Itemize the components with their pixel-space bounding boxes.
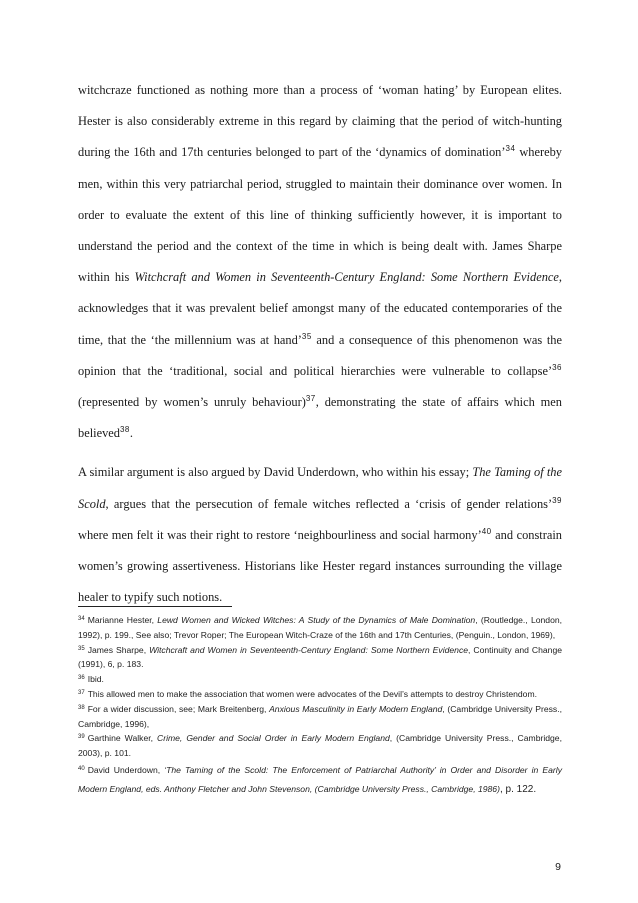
footnote-ref-34[interactable]: 34 [505,144,516,154]
footnote-ref-39[interactable]: 39 [552,495,562,505]
footnote-number: 34 [78,616,85,622]
paragraph-2 [78,457,562,613]
footnote-ref-37[interactable]: 37 [305,394,316,404]
footnote-number: 35 [78,645,85,652]
footnote-ref-36[interactable]: 36 [552,362,562,372]
text-run: where men felt it was their right to restore ‘neighbourliness and social harmony’ [78,527,482,542]
footnote-number: 37 [78,689,85,696]
footnote-text: , Continuity and Change (1991), 6, p. 183. [78,644,563,670]
footnote-ref-40[interactable]: 40 [481,526,492,536]
footnote-number: 39 [78,734,85,741]
footnote-text: , (Cambridge University Press., Cambridge, 1996), [78,703,562,729]
book-title: Witchcraft and Women in Seventeenth-Century England: Some Northern Evidence [134,270,559,285]
footnote-text: Marianne Hester, [87,615,158,625]
footnote-title: ‘The Taming of the Scold: The Enforcement of Patriarchal Authority’ in Order and Disorder in Early Modern England, eds. Anthony Fletcher and John Stevenson, (Cambridge University Press., Cambridge, 1986) [78,764,562,794]
footnote-37 [78,687,562,702]
footnote-text: , (Cambridge University Press., Cambridge, 2003), p. 101. [78,733,562,759]
footnote-number: 40 [78,765,85,772]
page-number: 9 [555,861,561,873]
footnote-text: , (Routledge., London, 1992), p. 199., See also; Trevor Roper; The European Witch-Craze of the 16th and 17th Centuries, (Penguin., London, 1969), [78,615,563,640]
footnote-36 [78,672,562,687]
footnote-text: David Underdown, [87,764,165,775]
footnote-39 [78,731,562,761]
footnote-40 [78,761,562,799]
footnote-34 [78,613,562,643]
footnote-text: This allowed men to make the association that women were advocates of the Devil’s attempts to destroy Christendom. [87,688,538,699]
text-run: , acknowledges that it was prevalent belief amongst many of the educated contemporaries of the time, that the ‘the millennium was at hand’ [78,270,562,347]
footnote-ref-35[interactable]: 35 [301,331,312,341]
footnote-title: Witchcraft and Women in Seventeenth-Century England: Some Northern Evidence [149,644,469,655]
paragraph-1 [78,75,562,449]
text-run: (represented by women’s unruly behaviour) [78,395,306,410]
footnote-text: , p. 122. [499,783,537,795]
footnote-text: Garthine Walker, [87,733,158,744]
text-run: , argues that the persecution of female witches reflected a ‘crisis of gender relations’ [105,496,553,511]
footnote-text: Ibid. [87,674,104,685]
footnote-title: Lewd Women and Wicked Witches: A Study of the Dynamics of Male Domination [157,615,476,625]
footnote-38 [78,702,562,732]
footnote-number: 38 [78,704,85,711]
footnote-title: Crime, Gender and Social Order in Early Modern England [157,733,390,744]
text-run: A similar argument is also argued by David Underdown, who within his essay; [78,465,473,480]
text-run: and a consequence of this phenomenon was the opinion that the ‘traditional, social and political hierarchies were vulnerable to collapse’ [78,332,562,378]
essay-title: The Taming of the Scold [78,465,562,511]
text-run: whereby men, within this very patriarchal period, struggled to maintain their dominance over women. In order to evaluate the extent of this line of thinking sufficiently however, it is important to understand the period and the context of the time in which is being dealt with. James Sharpe within his [78,145,562,285]
text-run: witchcraze functioned as nothing more than a process of ‘woman hating’ by European elites. Hester is also considerably extreme in this regard by claiming that the period of witch-hunting during the 16th and 17th centuries belonged to part of the ‘dynamics of domination’ [78,83,562,160]
footnote-separator [78,606,232,607]
footnote-ref-38[interactable]: 38 [119,425,130,435]
footnote-text: James Sharpe, [87,644,150,655]
footnote-text: For a wider discussion, see; Mark Breitenberg, [87,703,270,714]
footnote-title: Anxious Masculinity in Early Modern England [269,703,443,714]
footnotes [78,613,562,799]
text-run: , demonstrating the state of affairs which men believed [78,395,562,441]
text-run: . [129,426,133,441]
main-text [78,75,562,613]
footnote-35 [78,643,562,673]
text-run: and constrain women’s growing assertiveness. Historians like Hester regard instances surrounding the village healer to typify such notions. [78,527,562,605]
footnote-number: 36 [78,675,85,682]
